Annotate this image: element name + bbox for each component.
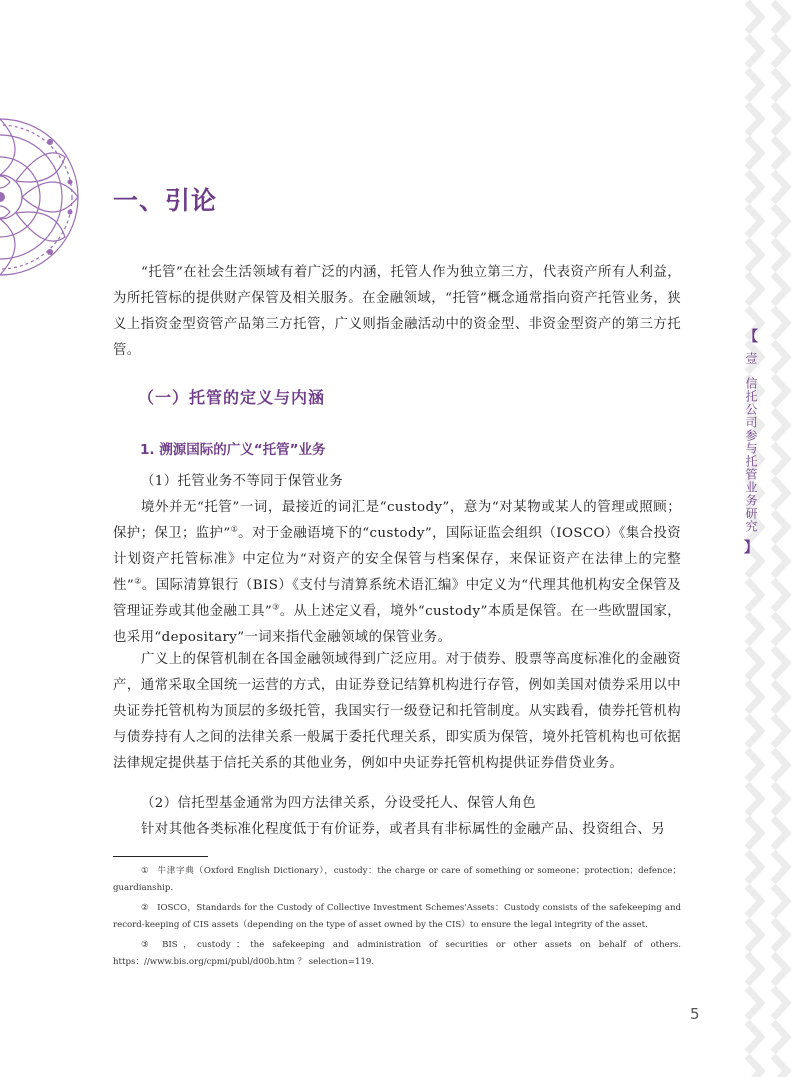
footnote-ref-1[interactable]: ①: [230, 524, 239, 534]
chapter-title: 一、引论: [113, 186, 218, 215]
footnote-divider: [113, 856, 208, 857]
para1-text-3: 。国际清算银行（BIS）《支付与清算系统术语汇编》中定义为“代理其他机构安全保管及管理证券或其他金融工具”: [113, 578, 681, 619]
side-bracket-open: 【: [744, 329, 758, 345]
side-bracket-close: 】: [744, 540, 758, 556]
item2-heading: （2）信托型基金通常为四方法律关系，分设受托人、保管人角色: [141, 796, 537, 811]
subsection-title: 1. 溯源国际的广义“托管”业务: [140, 442, 326, 458]
para1-text-2: 。对于金融语境下的“custody”，国际证监会组织（IOSCO）《集合投资计划资产托管标准》中定位为“对资产的安全保管与档案保存，来保证资产在法律上的完整性”: [113, 526, 681, 593]
floral-medallion-ornament: [0, 112, 84, 282]
footnote-1: [113, 863, 681, 897]
side-book-title: 信托公司参与托管业务研究: [744, 377, 758, 533]
side-running-title: [731, 330, 771, 555]
footnote-1-mark: ①: [141, 866, 150, 876]
footnote-2-text: IOSCO，Standards for the Custody of Collective Investment Schemes'Assets：Custody consists of the safekeeping and record-keeping of CIS assets（depending on the type of asset owned by the CIS）to ensure the legal integrity of the asset.: [113, 903, 681, 930]
footnotes: [113, 863, 681, 974]
intro-paragraph: “托管”在社会生活领域有着广泛的内涵，托管人作为独立第三方，代表资产所有人利益，为所托管标的提供财产保管及相关服务。在金融领域，“托管”概念通常指向资产托管业务，狭义上指资金型资管产品第三方托管，广义则指金融活动中的资金型、非资金型资产的第三方托管。: [113, 265, 681, 358]
definition-paragraph: [113, 495, 681, 651]
footnote-3: [113, 937, 681, 971]
section-title: （一）托管的定义与内涵: [138, 388, 326, 407]
footnote-ref-3[interactable]: ③: [272, 602, 280, 612]
para1-text-4: 。从上述定义看，境外“custody”本质是保管。在一些欧盟国家，也采用“depositary”一词来指代金融领域的保管业务。: [113, 604, 681, 645]
footnote-3-text: BIS，custody：the safekeeping and administration of securities or other assets on behalf of others. https：//www.bis.org/cpmi/publ/d00b.htm ？ selection=119.: [113, 940, 681, 967]
page-number: 5: [690, 1005, 700, 1023]
side-chapter-number: 壹: [744, 352, 758, 365]
item1-heading: （1）托管业务不等同于保管业务: [141, 474, 343, 489]
para1-text-1: 境外并无“托管”一词，最接近的词汇是“custody”，意为“对某物或某人的管理或照顾；保护；保卫；监护”: [113, 500, 681, 541]
continued-paragraph: 针对其他各类标准化程度低于有价证券，或者具有非标属性的金融产品、投资组合、另: [141, 822, 666, 837]
footnote-1-text: 牛津字典（Oxford English Dictionary），custody：the charge or care of something or someone；protection；defence；guardianship.: [113, 866, 681, 893]
footnote-2-mark: ②: [141, 903, 150, 913]
custody-mechanism-paragraph: 广义上的保管机制在各国金融领域得到广泛应用。对于债券、股票等高度标准化的金融资产，通常采取全国统一运营的方式，由证券登记结算机构进行存管，例如美国对债券采用以中央证券托管机构为顶层的多级托管，我国实行一级登记和托管制度。从实践看，债券托管机构与债券持有人之间的法律关系一般属于委托代理关系，即实质为保管，境外托管机构也可依据法律规定提供基于信托关系的其他业务，例如中央证券托管机构提供证券借贷业务。: [113, 652, 681, 771]
footnote-3-mark: ③: [141, 940, 155, 950]
footnote-2: [113, 900, 681, 934]
footnote-ref-2[interactable]: ②: [134, 576, 142, 586]
